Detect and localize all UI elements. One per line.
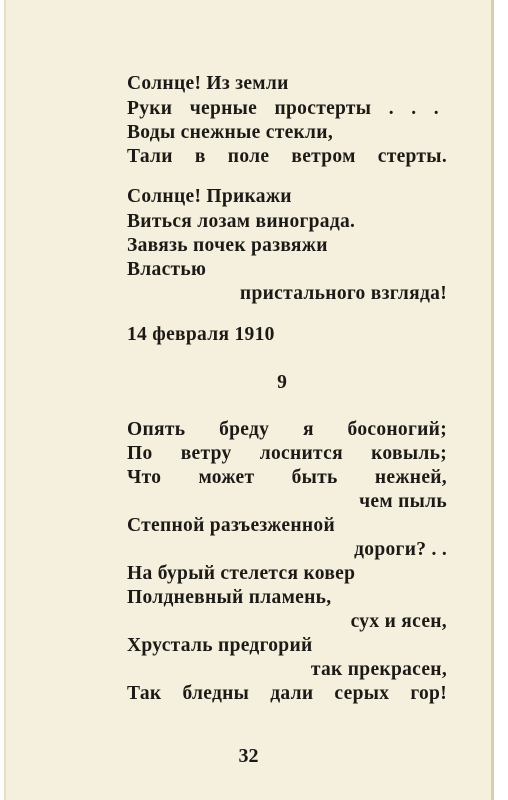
poem-line: Хрусталь предгорий bbox=[127, 635, 313, 656]
poem-line: Солнце! Из земли bbox=[127, 73, 289, 94]
poem-line: На бурый стелется ковер bbox=[127, 563, 356, 584]
poem-line: так прекрасен, bbox=[310, 659, 447, 680]
poem-line: Степной разъезженной bbox=[127, 515, 335, 536]
poem-line: дороги? . . bbox=[354, 539, 447, 560]
book-page bbox=[4, 0, 494, 800]
poem-line: чем пыль bbox=[359, 491, 447, 512]
poem-date: 14 февраля 1910 bbox=[127, 324, 275, 345]
poem-line: Полдневный пламень, bbox=[127, 587, 332, 608]
poem-line: Руки черные простерты . . . bbox=[127, 98, 439, 119]
poem-line: Опять бреду я босоногий; bbox=[127, 419, 447, 440]
page-number: 32 bbox=[238, 745, 259, 767]
poem-line: сух и ясен, bbox=[350, 611, 447, 632]
poem-line: Воды снежные стекли, bbox=[127, 122, 334, 143]
poem-number: 9 bbox=[277, 372, 287, 393]
poem-line: Так бледны дали серых гор! bbox=[127, 683, 447, 704]
poem-line: Тали в поле ветром стерты. bbox=[127, 146, 447, 167]
poem-line: Солнце! Прикажи bbox=[127, 186, 292, 207]
poem-line: Завязь почек развяжи bbox=[127, 235, 328, 256]
poem-line: Властью bbox=[127, 259, 207, 280]
poem-line: Виться лозам винограда. bbox=[127, 211, 356, 232]
poem-line: По ветру лоснится ковыль; bbox=[127, 443, 447, 464]
poem-line: пристального взгляда! bbox=[239, 283, 447, 304]
poem-line: Что может быть нежней, bbox=[127, 467, 447, 488]
